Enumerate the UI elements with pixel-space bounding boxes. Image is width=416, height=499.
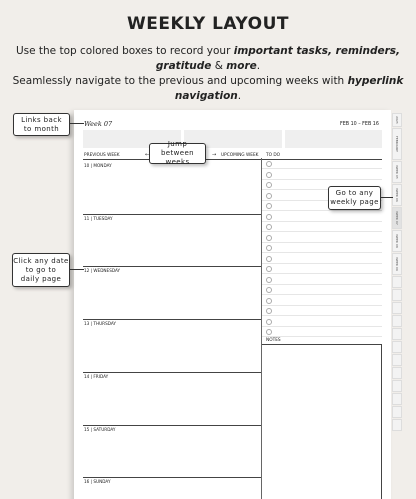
callout-go-weekly: Go to any weekly page bbox=[328, 186, 381, 210]
todo-row[interactable] bbox=[262, 327, 382, 337]
day-divider bbox=[83, 214, 261, 215]
day-link[interactable]: 16 | SUNDAY bbox=[84, 479, 111, 485]
callout-leader-weekly bbox=[381, 197, 393, 198]
day-link[interactable]: 15 | SATURDAY bbox=[84, 426, 116, 432]
notes-label: NOTES bbox=[266, 338, 281, 343]
subtitle-text: Seamlessly navigate to the previous and upcoming weeks with bbox=[12, 75, 348, 87]
todo-row[interactable] bbox=[262, 254, 382, 264]
todo-checkbox[interactable] bbox=[266, 256, 272, 262]
subtitle-line-1 bbox=[0, 44, 416, 74]
subtitle-emphasis: hyperlink navigation bbox=[174, 75, 404, 102]
side-tab-blank[interactable] bbox=[392, 380, 402, 392]
side-tab[interactable] bbox=[392, 128, 402, 160]
day-divider bbox=[83, 477, 261, 478]
day-link[interactable]: 11 | TUESDAY bbox=[84, 215, 113, 221]
side-tab[interactable] bbox=[392, 207, 402, 229]
day-link[interactable]: 13 | THURSDAY bbox=[84, 321, 116, 327]
subtitle-text: Use the top colored boxes to record your bbox=[15, 45, 234, 57]
todo-checkbox[interactable] bbox=[266, 245, 272, 251]
callout-daily-page: Click any date to go to daily page bbox=[12, 253, 70, 287]
side-tab-blank[interactable] bbox=[392, 302, 402, 314]
subtitle-text: . bbox=[237, 90, 242, 102]
previous-week-link[interactable]: PREVIOUS WEEK bbox=[84, 153, 120, 158]
callout-jump-weeks: Jump between weeks bbox=[149, 143, 206, 164]
side-tab[interactable] bbox=[392, 253, 402, 275]
side-tab-label: WEEK 06 bbox=[395, 188, 399, 202]
side-tab-blank[interactable] bbox=[392, 354, 402, 366]
side-tab-label: WEEK 07 bbox=[395, 211, 399, 225]
date-range: FEB 10 – FEB 16 bbox=[340, 122, 379, 127]
todo-checkbox[interactable] bbox=[266, 266, 272, 272]
side-tab-label: 2025 bbox=[395, 116, 399, 124]
todo-row[interactable] bbox=[262, 222, 382, 232]
side-tab-blank[interactable] bbox=[392, 406, 402, 418]
todo-checkbox[interactable] bbox=[266, 214, 272, 220]
side-tab[interactable] bbox=[392, 230, 402, 252]
todo-row[interactable] bbox=[262, 317, 382, 327]
notes-divider bbox=[262, 344, 382, 345]
side-tab-label: WEEK 05 bbox=[395, 165, 399, 179]
todo-checkbox[interactable] bbox=[266, 235, 272, 241]
todo-row[interactable] bbox=[262, 243, 382, 253]
todo-row[interactable] bbox=[262, 285, 382, 295]
side-tab[interactable] bbox=[392, 184, 402, 206]
todo-row[interactable] bbox=[262, 264, 382, 274]
todo-checkbox[interactable] bbox=[266, 172, 272, 178]
todo-row[interactable] bbox=[262, 275, 382, 285]
prev-arrow-icon[interactable]: ← bbox=[145, 152, 150, 158]
subtitle-emphasis: more bbox=[226, 60, 257, 72]
todo-checkbox[interactable] bbox=[266, 329, 272, 335]
todo-checkbox[interactable] bbox=[266, 161, 272, 167]
todo-checkbox[interactable] bbox=[266, 298, 272, 304]
day-divider bbox=[83, 266, 261, 267]
day-link[interactable]: 12 | WEDNESDAY bbox=[84, 268, 121, 274]
todo-row[interactable] bbox=[262, 159, 382, 169]
side-tab-blank[interactable] bbox=[392, 328, 402, 340]
todo-row[interactable] bbox=[262, 233, 382, 243]
week-title-link[interactable]: Week 07 bbox=[84, 120, 113, 128]
todo-checkbox[interactable] bbox=[266, 287, 272, 293]
subtitle-text: & bbox=[211, 60, 227, 72]
callout-back-to-month: Links back to month bbox=[13, 113, 70, 136]
callout-leader-daily bbox=[70, 269, 84, 270]
top-box-3[interactable] bbox=[285, 130, 382, 148]
day-link[interactable]: 10 | MONDAY bbox=[84, 163, 112, 168]
day-divider bbox=[83, 372, 261, 373]
page-subtitle bbox=[0, 44, 416, 104]
subtitle-text: . bbox=[256, 60, 261, 72]
todo-checkbox[interactable] bbox=[266, 203, 272, 209]
side-tab-blank[interactable] bbox=[392, 367, 402, 379]
subtitle-line-2 bbox=[0, 74, 416, 104]
todo-row[interactable] bbox=[262, 170, 382, 180]
side-tab-label: WEEK 08 bbox=[395, 234, 399, 248]
side-tab-blank[interactable] bbox=[392, 419, 402, 431]
todo-checkbox[interactable] bbox=[266, 277, 272, 283]
notes-area[interactable] bbox=[262, 344, 382, 499]
side-tab-blank[interactable] bbox=[392, 289, 402, 301]
side-tab-label: WEEK 09 bbox=[395, 257, 399, 271]
callout-leader-month bbox=[70, 123, 84, 124]
side-tab-blank[interactable] bbox=[392, 315, 402, 327]
side-tab[interactable] bbox=[392, 161, 402, 183]
todo-checkbox[interactable] bbox=[266, 182, 272, 188]
todo-row[interactable] bbox=[262, 296, 382, 306]
todo-row[interactable] bbox=[262, 306, 382, 316]
todo-checkbox[interactable] bbox=[266, 224, 272, 230]
todo-checkbox[interactable] bbox=[266, 193, 272, 199]
page-heading: WEEKLY LAYOUT bbox=[127, 14, 289, 34]
day-divider bbox=[83, 425, 261, 426]
side-tab-blank[interactable] bbox=[392, 341, 402, 353]
side-tab-blank[interactable] bbox=[392, 393, 402, 405]
subtitle-emphasis: important tasks, reminders, gratitude bbox=[155, 45, 401, 72]
next-arrow-icon[interactable]: → bbox=[212, 152, 217, 158]
todo-checkbox[interactable] bbox=[266, 319, 272, 325]
todo-row[interactable] bbox=[262, 212, 382, 222]
day-link[interactable]: 14 | FRIDAY bbox=[84, 373, 109, 379]
side-tab-blank[interactable] bbox=[392, 276, 402, 288]
upcoming-week-link[interactable]: UPCOMING WEEK bbox=[221, 153, 259, 158]
side-tab-label: FEBRUARY bbox=[395, 136, 399, 152]
todo-checkbox[interactable] bbox=[266, 308, 272, 314]
side-tab[interactable] bbox=[392, 113, 402, 127]
todo-label: TO DO bbox=[266, 153, 281, 158]
day-divider bbox=[83, 319, 261, 320]
